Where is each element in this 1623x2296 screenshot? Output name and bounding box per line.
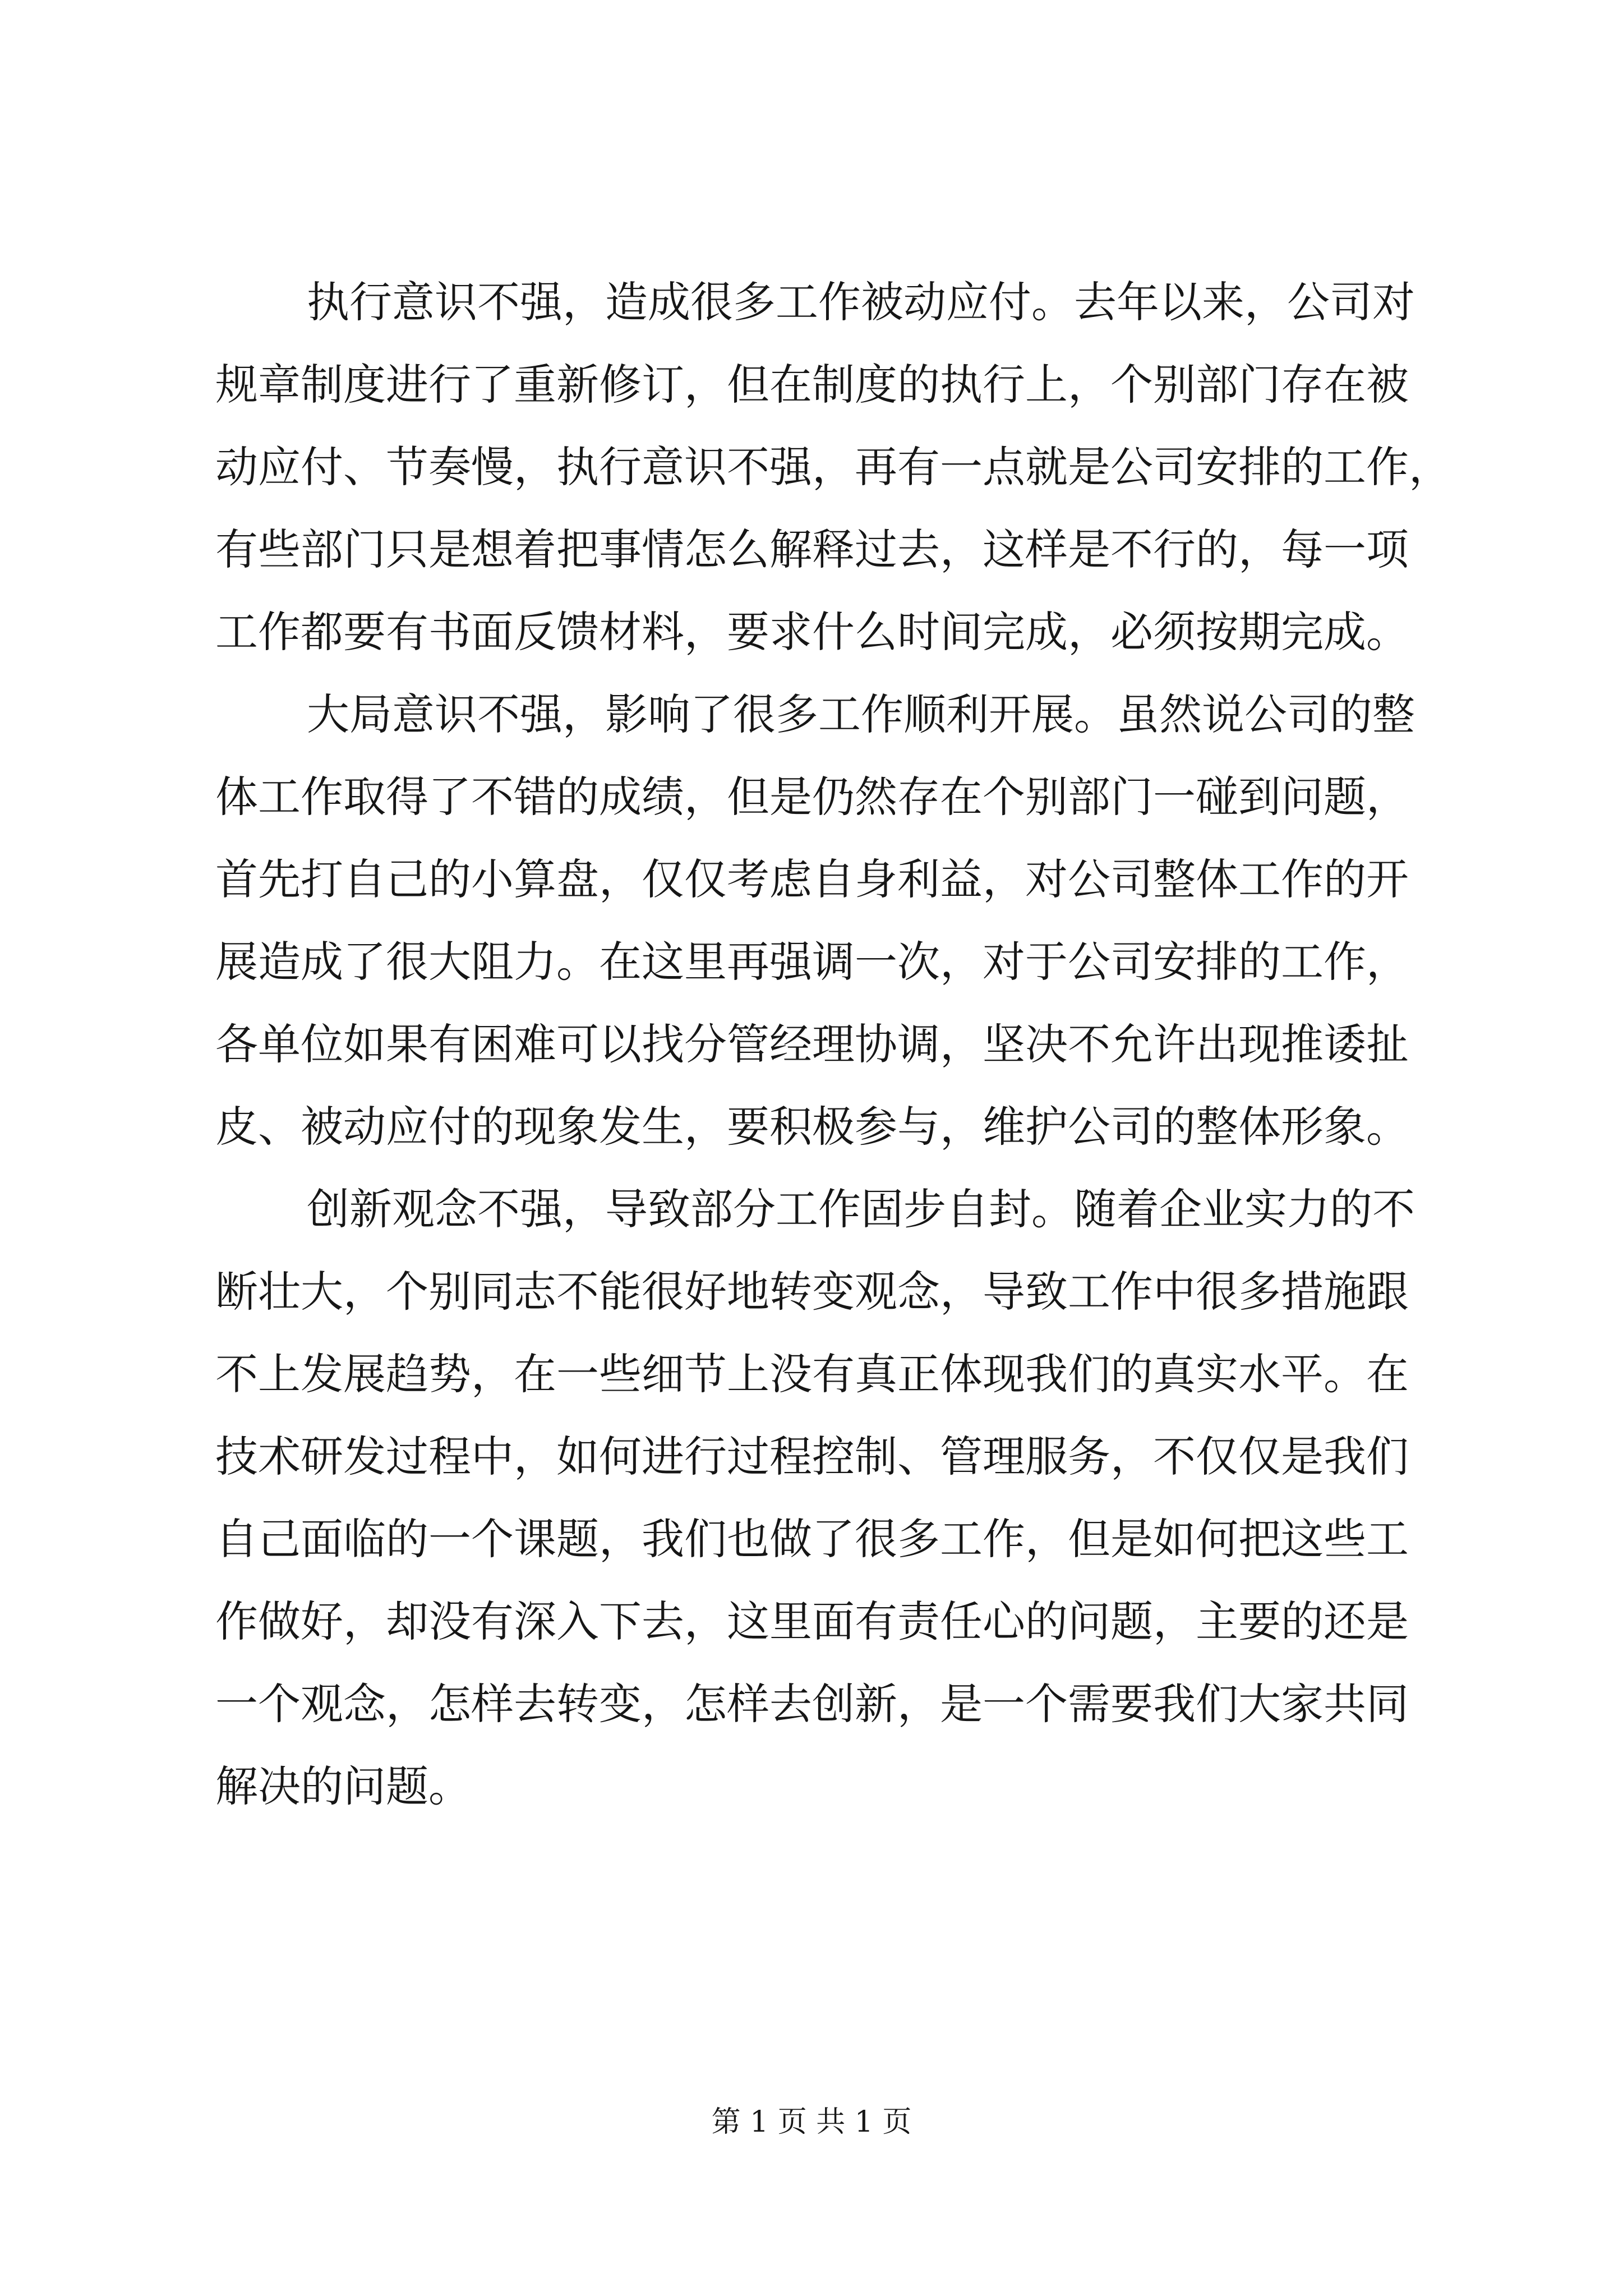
document-body [215,261,1451,1828]
paragraph-2-line-4: 展造成了很大阻力。在这里再强调一次，对于公司安排的工作， [215,937,1409,987]
paragraph-3-line-6: 作做好，却没有深入下去，这里面有责任心的问题，主要的还是 [215,1596,1409,1646]
paragraph-1-line-1: 执行意识不强，造成很多工作被动应付。去年以来，公司对 [307,277,1415,327]
paragraph-2-line-1: 大局意识不强，影响了很多工作顺利开展。虽然说公司的整 [307,689,1415,739]
paragraph-3-line-3: 不上发展趋势，在一些细节上没有真正体现我们的真实水平。在 [215,1349,1409,1399]
paragraph-2-line-6: 皮、被动应付的现象发生，要积极参与，维护公司的整体形象。 [215,1102,1409,1152]
page-number-footer: 第 1 页 共 1 页 [711,2105,912,2139]
paragraph-3-line-7: 一个观念，怎样去转变，怎样去创新，是一个需要我们大家共同 [215,1679,1409,1729]
paragraph-2-line-3: 首先打自己的小算盘，仅仅考虑自身利益，对公司整体工作的开 [215,854,1409,904]
paragraph-3-line-1: 创新观念不强，导致部分工作固步自封。随着企业实力的不 [307,1184,1415,1234]
paragraph-2-line-2: 体工作取得了不错的成绩，但是仍然存在个别部门一碰到问题， [215,772,1409,822]
paragraph-1-line-2: 规章制度进行了重新修订，但在制度的执行上，个别部门存在被 [215,360,1409,409]
paragraph-1-line-5: 工作都要有书面反馈材料，要求什么时间完成，必须按期完成。 [215,607,1409,657]
paragraph-1-line-3: 动应付、节奏慢，执行意识不强，再有一点就是公司安排的工作， [215,442,1451,492]
paragraph-2-line-5: 各单位如果有困难可以找分管经理协调，坚决不允许出现推诿扯 [215,1019,1409,1069]
paragraph-3-line-5: 自己面临的一个课题，我们也做了很多工作，但是如何把这些工 [215,1514,1409,1564]
paragraph-3-line-2: 断壮大，个别同志不能很好地转变观念，导致工作中很多措施跟 [215,1267,1409,1317]
paragraph-3-line-4: 技术研发过程中，如何进行过程控制、管理服务，不仅仅是我们 [215,1432,1409,1481]
paragraph-1-line-4: 有些部门只是想着把事情怎么解释过去，这样是不行的，每一项 [215,524,1409,574]
paragraph-3-line-8: 解决的问题。 [215,1761,471,1811]
